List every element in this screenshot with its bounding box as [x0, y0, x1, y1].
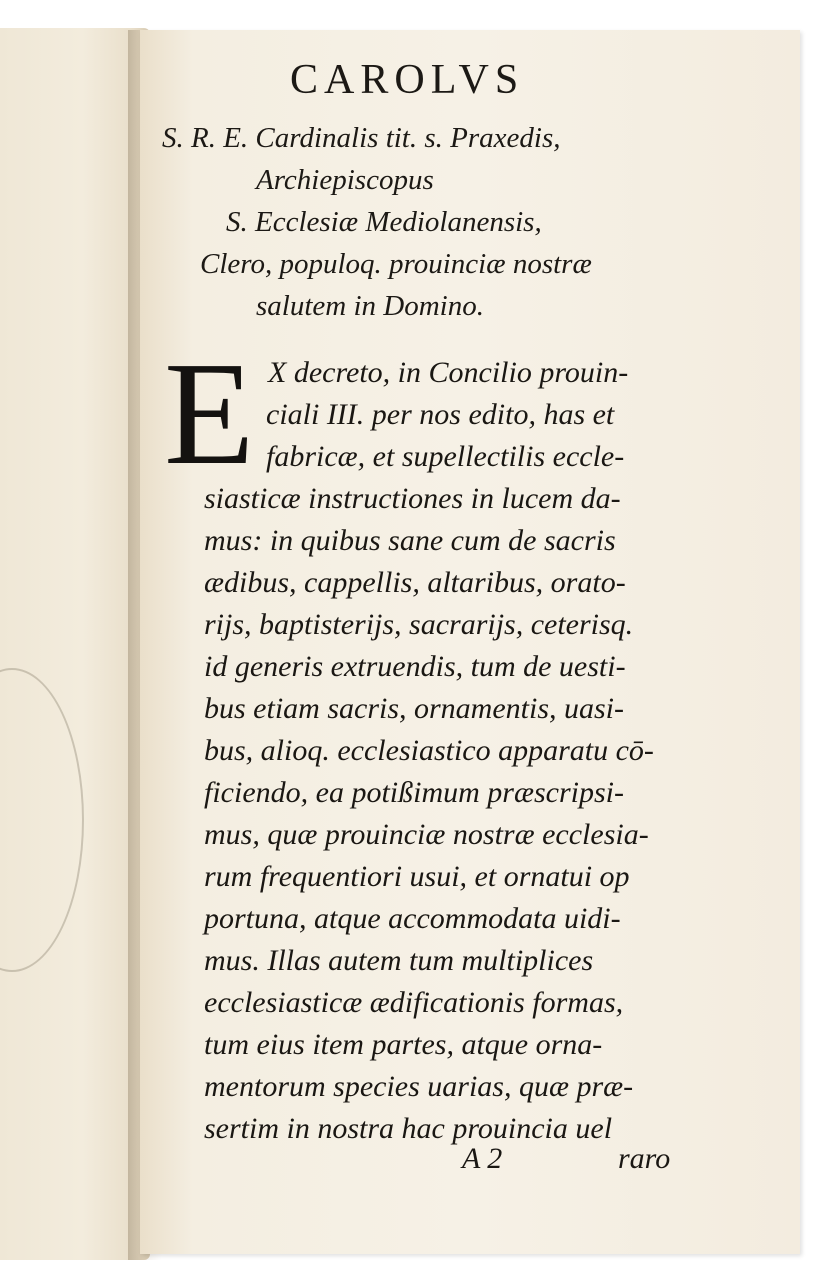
- header-line-1: S. R. E. Cardinalis tit. s. Praxedis,: [162, 122, 561, 154]
- drop-cap: E: [164, 332, 255, 496]
- body-line-10: bus, alioq. ecclesiastico apparatu cō-: [204, 734, 654, 767]
- seal-bleed-through: [0, 668, 84, 972]
- body-line-3: fabricæ, et supellectilis eccle-: [266, 440, 625, 473]
- body-line-18: mentorum species uarias, quæ præ-: [204, 1070, 634, 1103]
- body-line-14: portuna, atque accommodata uidi-: [204, 902, 621, 935]
- body-line-17: tum eius item partes, atque orna-: [204, 1028, 603, 1061]
- body-line-19: sertim in nostra hac prouincia uel: [204, 1112, 613, 1145]
- body-line-8: id generis extruendis, tum de uesti-: [204, 650, 626, 683]
- body-line-13: rum frequentiori usui, et ornatui op: [204, 860, 630, 893]
- body-line-7: rijs, baptisterijs, sacrarijs, ceterisq.: [204, 608, 634, 641]
- header-line-3: S. Ecclesiæ Mediolanensis,: [226, 206, 542, 238]
- catchword: raro: [618, 1142, 671, 1175]
- body-line-4: siasticæ instructiones in lucem da-: [204, 482, 621, 515]
- header-line-2: Archiepiscopus: [256, 164, 434, 196]
- body-line-16: ecclesiasticæ ædificationis formas,: [204, 986, 624, 1019]
- header-line-4: Clero, populoq. prouinciæ nostræ: [200, 248, 592, 280]
- body-line-15: mus. Illas autem tum multiplices: [204, 944, 594, 977]
- body-line-9: bus etiam sacris, ornamentis, uasi-: [204, 692, 624, 725]
- body-line-5: mus: in quibus sane cum de sacris: [204, 524, 616, 557]
- body-line-11: ficiendo, ea potißimum præscripsi-: [204, 776, 624, 809]
- body-line-2: ciali III. per nos edito, has et: [266, 398, 615, 431]
- body-line-1: X decreto, in Concilio prouin-: [268, 356, 629, 389]
- header-line-5: salutem in Domino.: [256, 290, 484, 322]
- body-line-12: mus, quæ prouinciæ nostræ ecclesia-: [204, 818, 649, 851]
- page-title: CAROLVS: [290, 57, 525, 103]
- signature-mark: A 2: [462, 1142, 503, 1175]
- body-line-6: ædibus, cappellis, altaribus, orato-: [204, 566, 626, 599]
